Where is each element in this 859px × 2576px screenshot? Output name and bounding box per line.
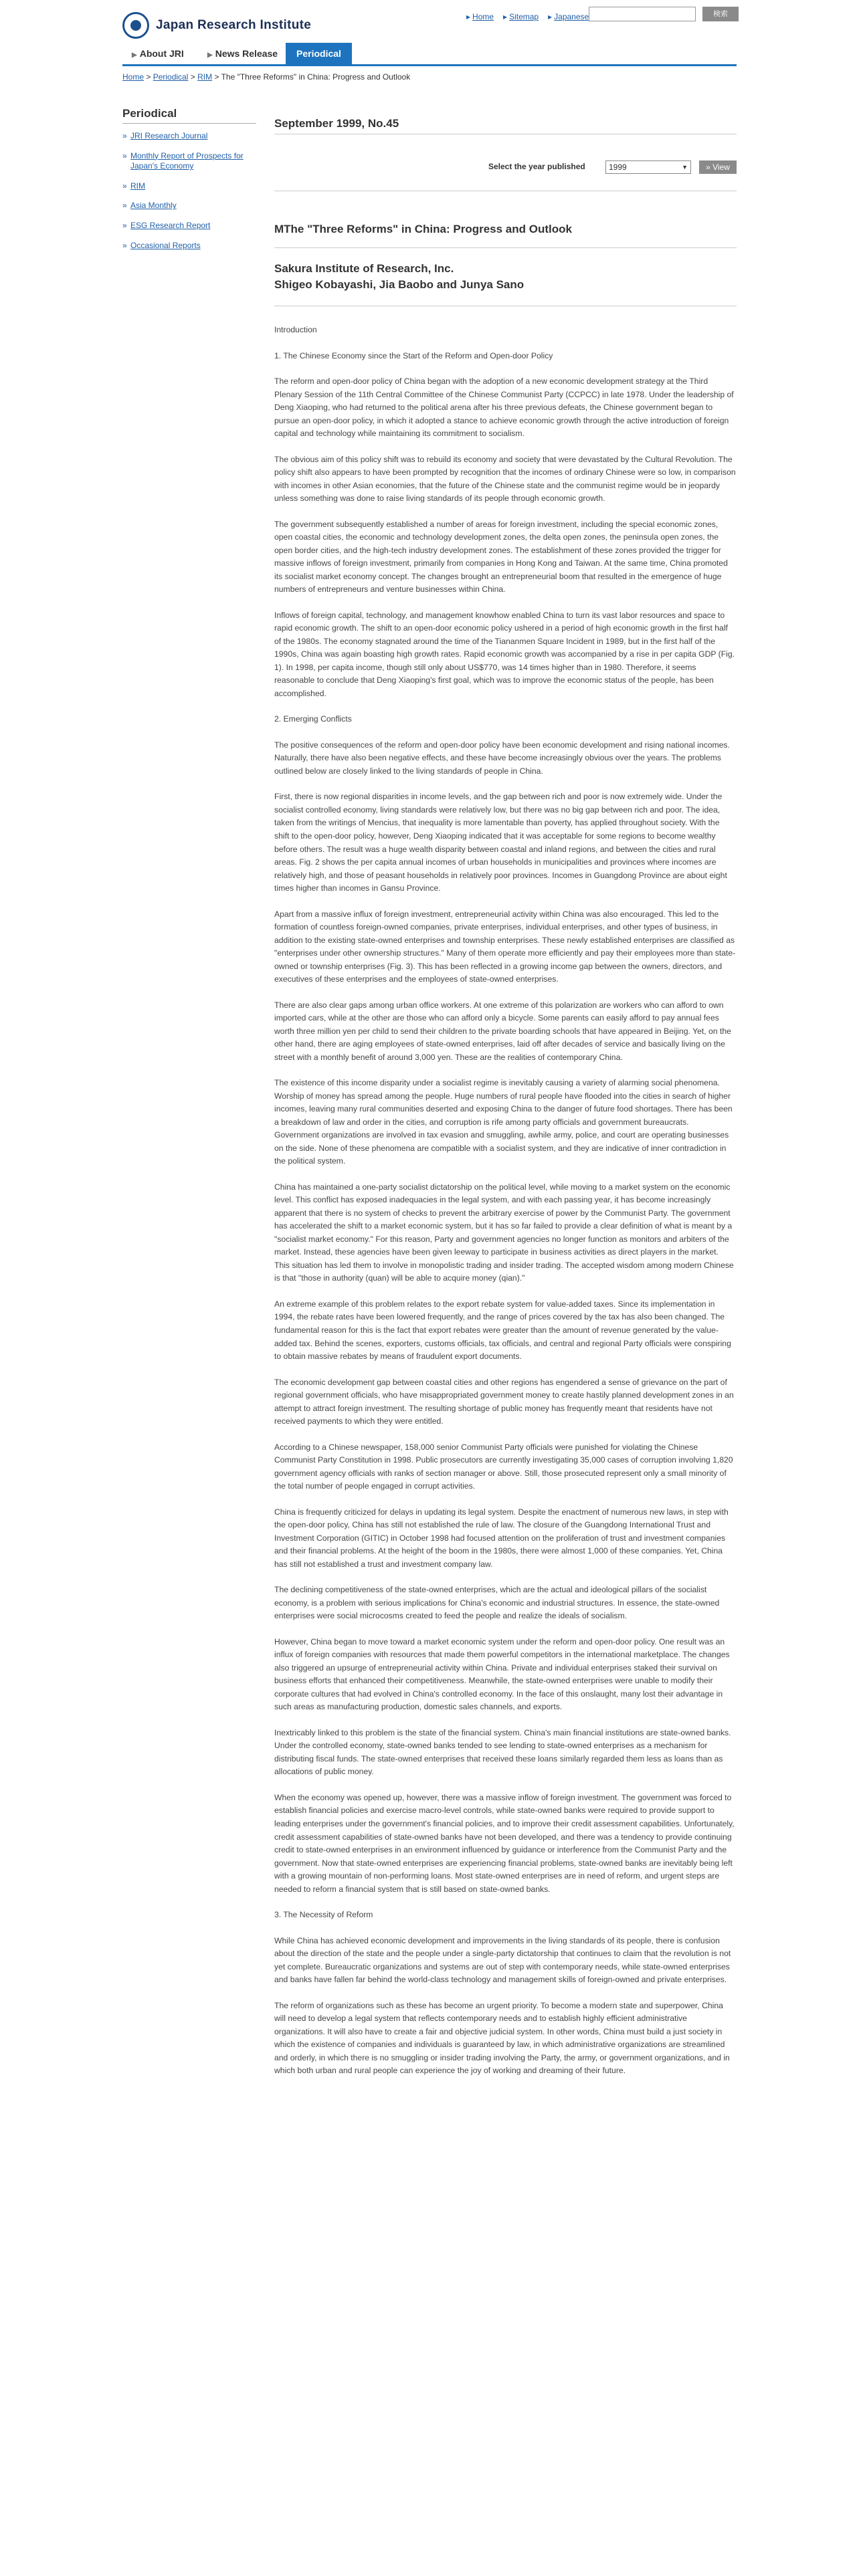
arrow-icon: ▸ [466,12,471,21]
breadcrumb-rim[interactable]: RIM [197,72,213,82]
paragraph: The positive consequences of the reform and open-door policy have been economic development and rising national incomes. Naturally, there have also been negative effects, and these have become increasingly obvious over the years. The problems outlined below are closely linked to the living standards of people in China. [274,740,730,776]
paragraph: China has maintained a one-party socialist dictatorship on the political level, while moving to a market system on the economic level. This conflict has exposed inadequacies in the legal system, and with each passing year, it has become increasingly apparent that there is no system of checks to prevent the arbitrary exercise of power by the Communist Party. The government has accelerated the shift to a market economic system, but it has so far failed to provide a clear definition of what is meant by a "socialist market economy." For this reason, Party and government agencies no longer function as monitors and arbiters of the market. Instead, these agencies have been given leeway to participate in business activities as direct players in the market. This situation has led them to involve in monopolistic trading and insider trading. The accepted wisdom among modern Chinese is that "those in authority (quan) will be able to acquire money (qian)." [274,1182,734,1283]
sidebar-item-monthly-report: » Monthly Report of Prospects for Japan's Economy [122,151,256,172]
section-1-heading: 1. The Chinese Economy since the Start of the Reform and Open-door Policy [274,350,553,360]
triangle-icon: ▶ [132,51,137,59]
paragraph: According to a Chinese newspaper, 158,000 senior Communist Party officials were punished for violating the Chinese Communist Party Constitution in 1998. Public prosecutors are currently investigating 35,000 cases of corruption involving 1,820 government agency officials with ranks of section manager or above. Still, those prosecuted represent only a small minority of the total number of people engaged in corrupt activities. [274,1442,733,1491]
section-2-heading: 2. Emerging Conflicts [274,714,352,724]
main-nav [122,43,737,64]
breadcrumb-home[interactable]: Home [122,72,145,82]
paragraph: The reform of organizations such as these has become an urgent priority. To become a modern state and superpower, China will need to develop a legal system that reflects contemporary needs and to establish highly efficient administrative organizations. It will also have to create a fair and objective judicial system. In other words, China must build a just society in which the existence of companies and individuals is guaranteed by law, in which administrative organizations are streamlined and orderly, in which there is no smuggling or insider trading involving the Party, the army, or government organizations, and in which both urban and rural people can experience the joy of working and dreaming of their future. [274,2000,730,2076]
nav-item-news[interactable]: ▶ News Release [207,48,278,59]
title-divider [274,247,737,248]
sidebar-item-asia-monthly: » Asia Monthly [122,201,256,211]
paragraph: When the economy was opened up, however, there was a massive inflow of foreign investment. The government was forced to establish financial policies and exercise macro-level controls, while state-owned banks were required to provide support to leading enterprises under the government's financial policies, and to improve their credit assessment capabilities. Unfortunately, credit assessment capabilities of state-owned banks have not been developed, and there was a tendency to provide continuing credit to state-owned enterprises in an environment influenced by guidance or interference from the Communist Party and the government. Now that state-owned enterprises are experiencing financial problems, state-owned banks are inevitably being left with a growing mountain of non-performing loans. Most state-owned enterprises are in need of reform, and urgent steps are needed to reform a financial system that is still based on state-owned banks. [274,1792,735,1894]
year-label: Select the year published [488,162,585,171]
issue-heading: September 1999, No.45 [274,117,399,130]
arrow-icon: ▸ [503,12,508,21]
chevron-down-icon: ▼ [682,164,688,171]
paragraph: However, China began to move toward a market economic system under the reform and open-door policy. One result was an influx of foreign companies with resources that made them powerful competitors in the international marketplace. The changes also triggered an upsurge of entrepreneurial activity within China. Private and individual enterprises staked their survival on business efforts that enhanced their competitiveness. Meanwhile, the state-owned enterprises were unable to modify their corporate cultures that had evolved in China's controlled economy. In the face of this onslaught, many lost their advantage in such areas as manufacturing production, domestic sales channels, and exports. [274,1636,730,1712]
sidebar-item-jri-journal: » JRI Research Journal [122,131,256,142]
sidebar-divider [122,123,256,124]
paragraph: There are also clear gaps among urban office workers. At one extreme of this polarization are workers who can afford to own imported cars, while at the other are those who can afford only a bicycle. Some parents can easily afford to pay annual fees worth three million yen per child to send their children to the private boarding schools that have appeared in Beijing. Yet, on the other hand, there are aging employees of state-owned enterprises, laid off after decades of service and basically living on the street with a monthly benefit of around 3,000 yen. These are the realities of contemporary China. [274,1000,731,1062]
sidebar-title: Periodical [122,107,177,120]
search-button[interactable]: 検索 [702,7,739,21]
paragraph: The government subsequently established a number of areas for foreign investment, including the special economic zones, open coastal cities, the economic and technology development zones, the delta open zones, the peninsula open zones, the open border cities, and the high-tech industry development zones. The establishment of these zones provided the trigger for massive inflows of foreign investment, primarily from companies in Hong Kong and Taiwan. At the same time, China promoted its socialist market economy concept. The changes brought an entrepreneurial boom that resulted in the emergence of huge numbers of entrepreneurs and venture businesses within China. [274,519,728,595]
top-links [466,12,589,21]
paragraph: The reform and open-door policy of China began with the adoption of a new economic development strategy at the Third Plenary Session of the 11th Central Committee of the Chinese Communist Party (CCPCC) in late 1978. Under the leadership of Deng Xiaoping, who had returned to the political arena after his three previous defeats, the Chinese government began to pursue an open-door policy, in which it adopted a stance to achieve economic growth through the active introduction of foreign capital and technology while maintaining its commitment to socialism. [274,377,734,439]
paragraph: The existence of this income disparity under a socialist regime is inevitably causing a variety of alarming social phenomena. Worship of money has spread among the people. Huge numbers of rural people have flooded into the cities in search of higher incomes, leaving many rural communities deserted and exposing China to the danger of future food shortages. There has been a breakdown of law and order in the cities, and corruption is rife among party officials and government bureaucrats. Government organizations are involved in tax evasion and smuggling, awhile army, police, and court are operating businesses on the side. None of these phenomena are compatible with a socialist system, and they are indicative of inner contradiction in the political system. [274,1078,733,1166]
paragraph: Apart from a massive influx of foreign investment, entrepreneurial activity within China was also encouraged. This led to the formation of countless foreign-owned companies, private enterprises, individual enterprises, and other types of business, in addition to the existing state-owned enterprises and township enterprises. These newly established enterprises are classified as "enterprises under other ownership structures." Many of them operate more efficiently and pay their employees more than state-owned or township enterprises (Fig. 3). This has been reflected in a growing income gap between the owners, directors, and executives of these enterprises and the employees of state-owned enterprises. [274,909,736,984]
breadcrumb-periodical[interactable]: Periodical [153,72,189,82]
paragraph: First, there is now regional disparities in income levels, and the gap between rich and poor is now extremely wide. Under the socialist controlled economy, living standards were relatively low, but there was no big gap between rich and poor. The idea, taken from the writings of Mencius, that inequality is more lamentable than poverty, has applied throughout society. With the shift to the open-door policy, however, Deng Xiaoping indicated that it was acceptable for some regions to become wealthy before others. The result was a huge wealth disparity between coastal and inland regions, and between the cities and rural areas. Fig. 2 shows the per capita annual incomes of urban households in municipalities and provinces where incomes are relatively high, and those of peasant households in relatively poor provinces. Incomes in Guangdong Province are about eight times higher than incomes in Gansu Province. [274,792,727,893]
article-title: MThe "Three Reforms" in China: Progress and Outlook [274,223,572,235]
paragraph: While China has achieved economic development and improvements in the living standards of its people, there is confusion about the direction of the state and the people under a single-party dictatorship that continues to claim that the revolution is not yet complete. Bureaucratic organizations and systems are out of step with contemporary needs, while state-owned enterprises and banks have fallen far behind the world-class technology and management skills of foreign-owned and private enterprises. [274,1935,731,1985]
breadcrumb: Home > Periodical > RIM > The "Three Reforms" in China: Progress and Outlook [122,72,411,82]
nav-item-about[interactable]: ▶ About JRI [132,48,184,59]
nav-underline [122,64,737,66]
section-3-heading: 3. The Necessity of Reform [274,1910,373,1920]
site-logo[interactable] [122,9,311,41]
paragraph: An extreme example of this problem relates to the export rebate system for value-added taxes. Since its implementation in 1994, the rebate rates have been lowered frequently, and the range of prices covered by the tax has also been changed. The fundamental reason for this is the fact that export rebates were greater than the amount of revenue generated by the value-added tax. Behind the scenes, exporters, customs officials, tax officials, and central and regional Party officials were conspiring to obtain massive rebates by means of fraudulent export documents. [274,1299,731,1362]
home-link[interactable]: Home [472,12,494,21]
jri-logo-icon [122,12,149,39]
logo-text: Japan Research Institute [156,18,312,32]
paragraph: The economic development gap between coastal cities and other regions has engendered a sense of grievance on the part of regional government officials, who have misappropriated government money to create hastily planned development zones in an attempt to attract foreign investment. The resulting shortage of public money has frequently meant that residents have not received payments to which they were entitled. [274,1377,734,1426]
paragraph: The declining competitiveness of the state-owned enterprises, which are the actual and ideological pillars of the socialist economy, is a problem with serious implications for China's economic and industrial structures. In essence, the state-owned enterprises were social microcosms created to feed the people and realize the ideals of socialism. [274,1585,720,1621]
japanese-link[interactable]: Japanese [554,12,589,21]
sidebar-item-rim: » RIM [122,181,256,192]
sidebar-item-esg: » ESG Research Report [122,221,256,231]
arrow-icon: ▸ [548,12,553,21]
author-block [274,261,524,293]
sitemap-link[interactable]: Sitemap [509,12,539,21]
author-names: Shigeo Kobayashi, Jia Baobo and Junya Sano [274,278,524,291]
paragraph: Inflows of foreign capital, technology, and management knowhow enabled China to turn its vast labor resources and space to rapid economic growth. The shift to an open-door economic policy ushered in a period of high economic growth in the first half of the 1980s. The economy stagnated around the time of the Tiananmen Square Incident in 1989, but in the first half of the 1990s, China was again boasting high growth rates. Rapid economic growth was accompanied by a rise in per capita GDP (Fig. 1). In 1998, per capita income, though still only about US$770, was 14 times higher than in 1980. Therefore, it seems reasonable to conclude that Deng Xiaoping's first goal, which was to improve the economic status of the people, has been accomplished. [274,610,735,698]
sidebar-item-occasional: » Occasional Reports [122,241,256,251]
paragraph: Inextricably linked to this problem is the state of the financial system. China's main financial institutions are state-owned banks. Under the controlled economy, state-owned banks tended to see lending to state-owned enterprises as a mechanism for distributing fiscal funds. The state-owned enterprises that received these loans similarly regarded them less as loans than as allocations of public money. [274,1727,731,1777]
year-select[interactable]: 1999 ▼ [605,160,691,174]
search-input[interactable] [589,7,696,21]
breadcrumb-current: The "Three Reforms" in China: Progress and Outlook [221,72,411,82]
author-org: Sakura Institute of Research, Inc. [274,262,454,275]
paragraph: The obvious aim of this policy shift was to rebuild its economy and society that were devastated by the Cultural Revolution. The policy shift also appears to have been prompted by recognition that the incomes of ordinary Chinese were so low, in comparison with incomes in other Asian economies, that the future of the Chinese state and the communist regime would be in jeopardy unless something was done to raise living standards of its people through economic growth. [274,454,736,504]
view-button[interactable]: » View [699,160,737,174]
sidebar-list [122,131,256,260]
intro-heading: Introduction [274,325,317,334]
nav-item-periodical[interactable]: Periodical [286,43,352,64]
paragraph: China is frequently criticized for delays in updating its legal system. Despite the enactment of numerous new laws, in step with the open-door policy, China has still not established the rule of law. The closure of the Guangdong International Trust and Investment Corporation (GITIC) in October 1998 had focused attention on the proliferation of trust and investment companies and their financial problems. At the height of the boom in the 1980s, there were almost 1,000 of these companies. Yet, China has still not established a trust and investment company law. [274,1507,729,1569]
triangle-icon: ▶ [207,51,213,59]
article-body [274,324,736,2090]
